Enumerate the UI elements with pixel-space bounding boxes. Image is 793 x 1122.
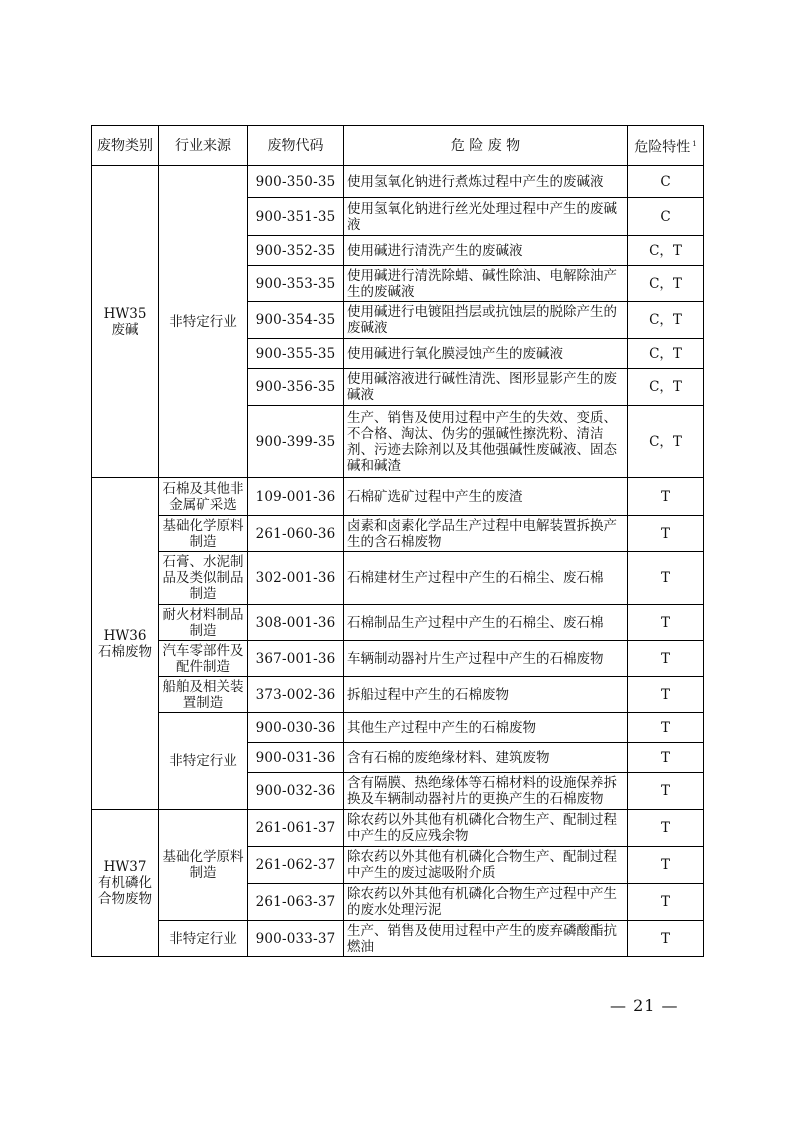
- waste-code: 900-399-35: [248, 406, 344, 478]
- waste-description: 含有隔膜、热绝缘体等石棉材料的设施保养拆换及车辆制动器衬片的更换产生的石棉废物: [344, 773, 628, 810]
- hazard-property: T: [628, 552, 704, 605]
- waste-code: 900-032-36: [248, 773, 344, 810]
- category-cell: [92, 810, 159, 957]
- industry-cell: 石棉及其他非金属矿采选: [159, 478, 248, 516]
- waste-code: 900-352-35: [248, 236, 344, 266]
- industry-cell: 石膏、水泥制品及类似制品制造: [159, 552, 248, 605]
- waste-description: 除农药以外其他有机磷化合物生产、配制过程中产生的废过滤吸附介质: [344, 847, 628, 884]
- waste-description: 使用碱溶液进行碱性清洗、图形显影产生的废碱液: [344, 369, 628, 406]
- waste-code: 900-356-35: [248, 369, 344, 406]
- table-header-row: [92, 126, 704, 166]
- hazard-property: C，T: [628, 406, 704, 478]
- waste-description: 含有石棉的废绝缘材料、建筑废物: [344, 743, 628, 773]
- waste-code: 900-353-35: [248, 266, 344, 302]
- industry-cell: 耐火材料制品制造: [159, 605, 248, 641]
- category-name: 石棉废物: [98, 643, 152, 660]
- category-cell: [92, 478, 159, 810]
- hazard-property: T: [628, 810, 704, 847]
- waste-code: 302-001-36: [248, 552, 344, 605]
- header-category: 废物类别: [92, 126, 159, 166]
- waste-code: 261-062-37: [248, 847, 344, 884]
- waste-code: 373-002-36: [248, 677, 344, 713]
- header-property: [628, 126, 704, 166]
- table-row: [92, 166, 704, 198]
- waste-description: 使用碱进行电镀阻挡层或抗蚀层的脱除产生的废碱液: [344, 302, 628, 339]
- waste-description: 除农药以外其他有机磷化合物生产、配制过程中产生的反应残余物: [344, 810, 628, 847]
- industry-cell: 基础化学原料制造: [159, 810, 248, 921]
- waste-description: 石棉制品生产过程中产生的石棉尘、废石棉: [344, 605, 628, 641]
- page-number: — 21 —: [610, 996, 679, 1015]
- waste-code: 900-031-36: [248, 743, 344, 773]
- category-code: HW35: [103, 305, 147, 322]
- hazard-property: T: [628, 743, 704, 773]
- hazard-property: C，T: [628, 369, 704, 406]
- table-row: [92, 605, 704, 641]
- hazard-property: T: [628, 713, 704, 743]
- waste-code: 900-355-35: [248, 339, 344, 369]
- hazard-property: T: [628, 921, 704, 957]
- category-code: HW36: [103, 627, 147, 644]
- table-row: [92, 677, 704, 713]
- waste-description: 卤素和卤素化学品生产过程中电解装置拆换产生的含石棉废物: [344, 516, 628, 552]
- table-row: [92, 810, 704, 847]
- hazard-property: C，T: [628, 302, 704, 339]
- waste-description: 使用氢氧化钠进行丝光处理过程中产生的废碱液: [344, 198, 628, 236]
- waste-description: 使用氢氧化钠进行煮炼过程中产生的废碱液: [344, 166, 628, 198]
- waste-code: 261-061-37: [248, 810, 344, 847]
- hazard-property: C: [628, 166, 704, 198]
- industry-cell: 船舶及相关装置制造: [159, 677, 248, 713]
- industry-cell: 汽车零部件及配件制造: [159, 641, 248, 677]
- hazard-property: C，T: [628, 266, 704, 302]
- table-row: [92, 713, 704, 743]
- waste-code: 261-060-36: [248, 516, 344, 552]
- header-industry: 行业来源: [159, 126, 248, 166]
- industry-cell: 非特定行业: [159, 166, 248, 478]
- table-row: [92, 516, 704, 552]
- table-row: [92, 552, 704, 605]
- waste-code: 900-351-35: [248, 198, 344, 236]
- hazard-property: T: [628, 847, 704, 884]
- waste-description: 生产、销售及使用过程中产生的失效、变质、不合格、淘汰、伪劣的强碱性擦洗粉、清洁剂、污迹去除剂以及其他强碱性废碱液、固态碱和碱渣: [344, 406, 628, 478]
- waste-description: 使用碱进行氧化膜浸蚀产生的废碱液: [344, 339, 628, 369]
- waste-description: 其他生产过程中产生的石棉废物: [344, 713, 628, 743]
- waste-description: 石棉建材生产过程中产生的石棉尘、废石棉: [344, 552, 628, 605]
- hazard-property: C，T: [628, 339, 704, 369]
- industry-cell: 非特定行业: [159, 713, 248, 810]
- hazard-property: T: [628, 516, 704, 552]
- hazard-property: T: [628, 677, 704, 713]
- category-code: HW37: [103, 859, 147, 875]
- industry-cell: 基础化学原料制造: [159, 516, 248, 552]
- hazard-property: T: [628, 605, 704, 641]
- waste-code: 900-030-36: [248, 713, 344, 743]
- waste-description: 使用碱进行清洗除蜡、碱性除油、电解除油产生的废碱液: [344, 266, 628, 302]
- header-waste: 危 险 废 物: [344, 126, 628, 166]
- category-cell: [92, 166, 159, 478]
- waste-description: 除农药以外其他有机磷化合物生产过程中产生的废水处理污泥: [344, 884, 628, 921]
- waste-description: 车辆制动器衬片生产过程中产生的石棉废物: [344, 641, 628, 677]
- waste-description: 拆船过程中产生的石棉废物: [344, 677, 628, 713]
- industry-cell: 非特定行业: [159, 921, 248, 957]
- hazard-property: T: [628, 884, 704, 921]
- table-row: [92, 641, 704, 677]
- waste-code: 109-001-36: [248, 478, 344, 516]
- header-code: 废物代码: [248, 126, 344, 166]
- hazard-property: C: [628, 198, 704, 236]
- waste-code: 900-354-35: [248, 302, 344, 339]
- hazard-property: T: [628, 478, 704, 516]
- waste-code: 900-033-37: [248, 921, 344, 957]
- waste-code: 308-001-36: [248, 605, 344, 641]
- hazard-property: T: [628, 773, 704, 810]
- hazardous-waste-table: [91, 125, 704, 957]
- category-name: 有机磷化合物废物: [98, 875, 152, 907]
- waste-description: 生产、销售及使用过程中产生的废弃磷酸酯抗燃油: [344, 921, 628, 957]
- table-row: [92, 921, 704, 957]
- hazard-property: C，T: [628, 236, 704, 266]
- category-name: 废碱: [111, 321, 139, 338]
- header-property-footnote: 1: [692, 139, 697, 148]
- waste-code: 900-350-35: [248, 166, 344, 198]
- waste-description: 使用碱进行清洗产生的废碱液: [344, 236, 628, 266]
- table-row: [92, 478, 704, 516]
- header-property-label: 危险特性: [634, 139, 691, 156]
- waste-code: 261-063-37: [248, 884, 344, 921]
- waste-code: 367-001-36: [248, 641, 344, 677]
- waste-description: 石棉矿选矿过程中产生的废渣: [344, 478, 628, 516]
- hazard-property: T: [628, 641, 704, 677]
